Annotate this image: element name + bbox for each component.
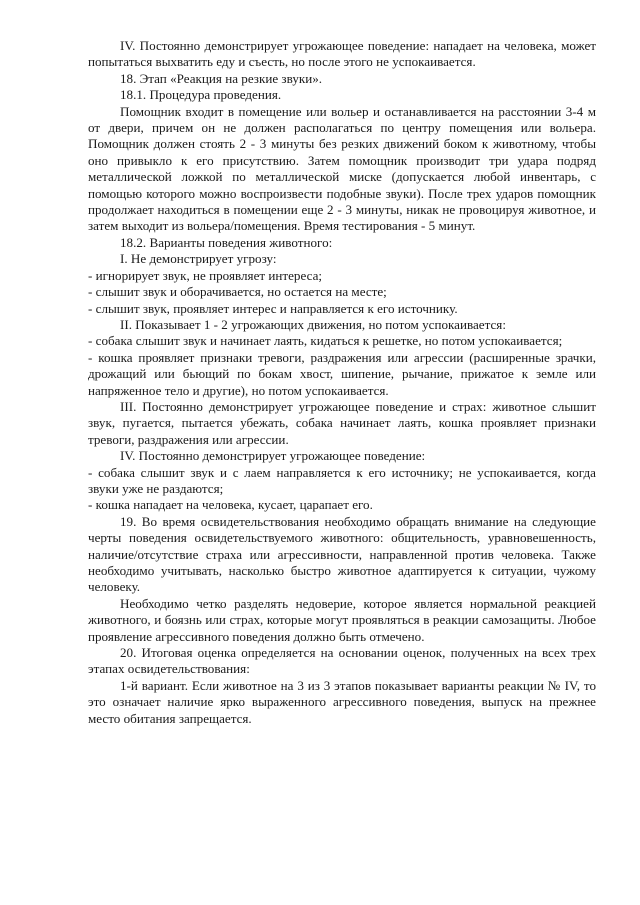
variant-3-paragraph: III. Постоянно демонстрирует угрожающее поведение и страх: животное слышит звук, пугается, пытается убежать, собака начинает лаять, кошка проявляет признаки тревоги, раздражения или агрессии. <box>88 398 596 447</box>
list-item: - кошка нападает на человека, кусает, царапает его. <box>88 497 373 513</box>
variant-2-heading: II. Показывает 1 - 2 угрожающих движения, но потом успокаивается: <box>120 316 506 332</box>
distinction-paragraph: Необходимо четко разделять недоверие, которое является нормальной реакцией животного, и боязнь или страх, которые могут проявляться в реакции самозащиты. Любое проявление агрессивного поведения должно быть отмечено. <box>88 595 596 644</box>
document-page <box>88 38 596 727</box>
section-19-paragraph: 19. Во время освидетельствования необходимо обращать внимание на следующие черты поведения освидетельствуемого животного: общительность, уравновешенность, наличие/отсутствие страха или агрессивности, направленной против человека. Также необходимо учитывать, насколько быстро животное адаптируется к ситуации, чужому человеку. <box>88 513 596 595</box>
paragraph-1: IV. Постоянно демонстрирует угрожающее поведение: нападает на человека, может попытаться выхватить еду и съесть, но после этого не успокаивается. <box>88 38 596 70</box>
variant-one-paragraph: 1-й вариант. Если животное на 3 из 3 этапов показывает варианты реакции № IV, то это означает наличие ярко выраженного агрессивного поведения, выпуск на прежнее место обитания запрещается. <box>88 677 596 726</box>
section-18-heading: 18. Этап «Реакция на резкие звуки». <box>120 70 323 86</box>
section-20-paragraph: 20. Итоговая оценка определяется на основании оценок, полученных на всех трех этапах освидетельствования: <box>88 645 596 677</box>
list-item: - игнорирует звук, не проявляет интереса; <box>88 267 323 283</box>
list-item: - кошка проявляет признаки тревоги, раздражения или агрессии (расширенные зрачки, дрожащий или бьющий по бокам хвост, шипение, рычание, прижатое к земле или напряженное тело и другие), но потом успокаивается. <box>88 349 596 398</box>
list-item: - собака слышит звук и начинает лаять, кидаться к решетке, но потом успокаивается; <box>88 333 563 349</box>
procedure-paragraph: Помощник входит в помещение или вольер и останавливается на расстоянии 3-4 м от двери, причем он не должен располагаться по центру помещения или вольера. Помощник должен стоять 2 - 3 минуты без резких движений боком к животному, чтобы оно привыкло к его присутствию. Затем помощник производит три удара подряд металлической ложкой по металлической миске (допускается любой инвентарь, с помощью которого можно воспроизвести подобные звуки). После трех ударов помощник продолжает находиться в помещении еще 2 - 3 минуты, никак не провоцируя животное, и затем выходит из вольера/помещения. Время тестирования - 5 минут. <box>88 103 596 234</box>
section-18-1-heading: 18.1. Процедура проведения. <box>120 87 282 103</box>
variant-4-heading: IV. Постоянно демонстрирует угрожающее поведение: <box>120 448 426 464</box>
list-item: - слышит звук, проявляет интерес и направляется к его источнику. <box>88 300 458 316</box>
list-item: - слышит звук и оборачивается, но остается на месте; <box>88 284 387 300</box>
variant-1-heading: I. Не демонстрирует угрозу: <box>120 251 277 267</box>
section-18-2-heading: 18.2. Варианты поведения животного: <box>120 234 333 250</box>
list-item: - собака слышит звук и с лаем направляется к его источнику; не успокаивается, когда звуки уже не раздаются; <box>88 464 596 496</box>
